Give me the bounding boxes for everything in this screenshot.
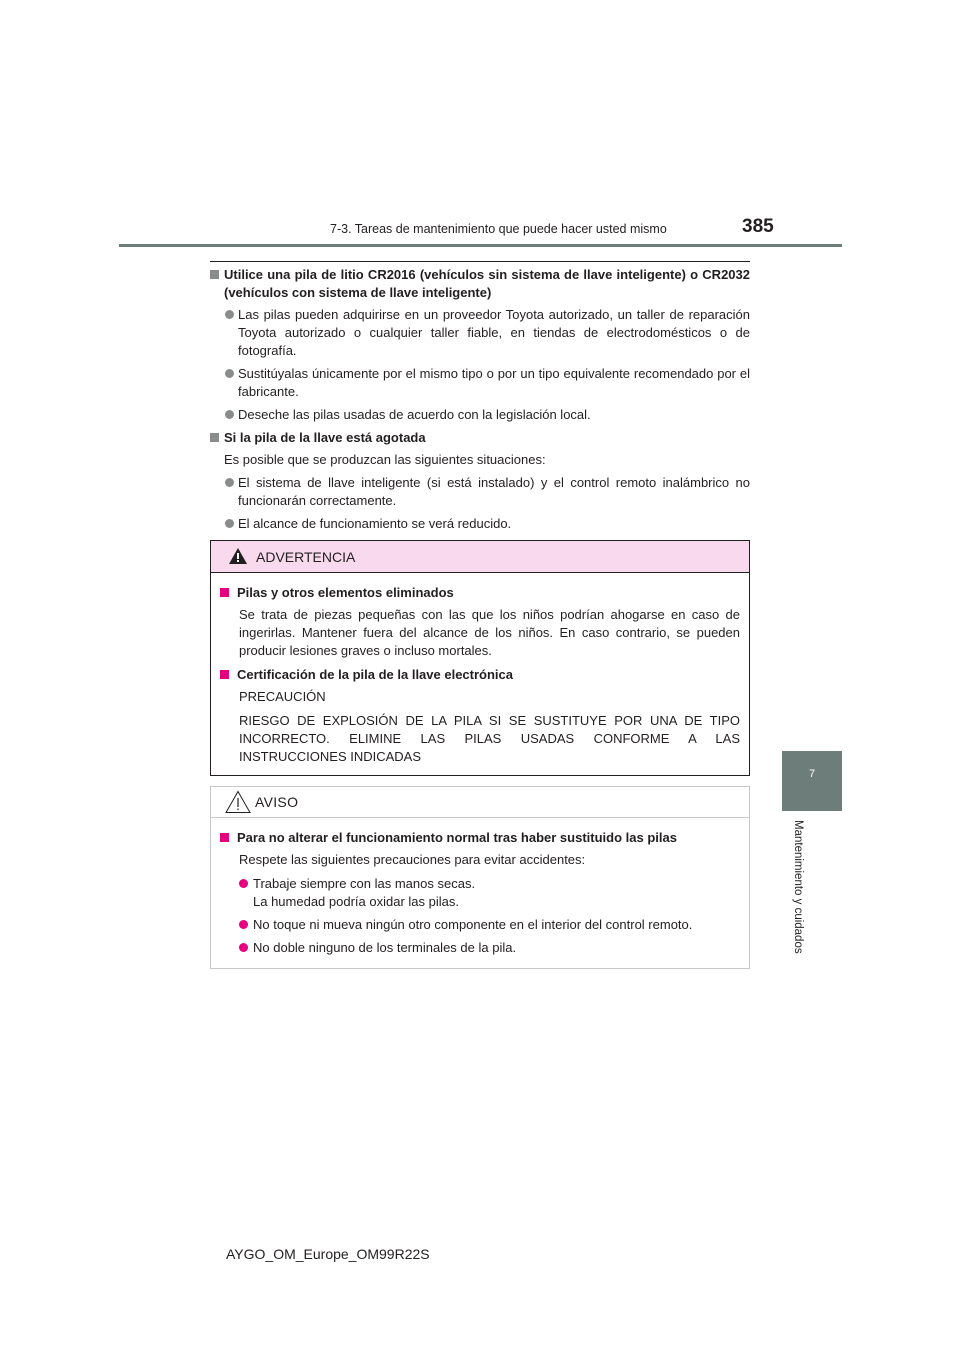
warning-body <box>211 573 749 766</box>
notice-intro: Respete las siguientes precauciones para evitar accidentes: <box>239 852 586 867</box>
square-bullet-icon <box>220 588 229 597</box>
list-item: Trabaje siempre con las manos secas. La humedad podría oxidar las pilas. <box>220 875 740 911</box>
warning-box <box>210 540 750 776</box>
square-bullet-icon <box>210 270 219 279</box>
square-bullet-icon <box>210 433 219 442</box>
list-item: Deseche las pilas usadas de acuerdo con la legislación local. <box>210 406 750 424</box>
round-bullet-icon <box>225 369 234 378</box>
notice-body <box>211 818 749 957</box>
notice-header <box>211 787 749 818</box>
square-bullet-icon <box>220 833 229 842</box>
main-content <box>210 266 750 538</box>
document-code: AYGO_OM_Europe_OM99R22S <box>226 1246 430 1262</box>
chapter-label: Mantenimiento y cuidados <box>792 820 804 954</box>
header-rule <box>119 244 842 247</box>
warning-heading: Certificación de la pila de la llave electrónica <box>220 666 740 684</box>
notice-title: AVISO <box>255 794 299 810</box>
content-top-rule <box>210 261 750 262</box>
section-intro: Es posible que se produzcan las siguientes situaciones: <box>224 452 546 467</box>
warning-paragraph: Se trata de piezas pequeñas con las que los niños podrían ahogarse en caso de ingerirlas. Mantener fuera del alcance de los niños. En caso contrario, se pueden producir lesiones graves o incluso mortales. <box>239 607 740 658</box>
warning-triangle-icon <box>228 547 248 565</box>
round-bullet-icon <box>225 310 234 319</box>
list-item: No toque ni mueva ningún otro componente en el interior del control remoto. <box>220 916 740 934</box>
round-bullet-icon <box>225 519 234 528</box>
round-bullet-icon <box>239 943 248 952</box>
chapter-number: 7 <box>808 768 816 780</box>
notice-heading: Para no alterar el funcionamiento normal tras haber sustituido las pilas <box>220 829 740 847</box>
warning-header <box>211 541 749 573</box>
warning-heading: Pilas y otros elementos eliminados <box>220 584 740 602</box>
chapter-tab <box>782 751 842 811</box>
warning-paragraph: RIESGO DE EXPLOSIÓN DE LA PILA SI SE SUSTITUYE POR UNA DE TIPO INCORRECTO. ELIMINE LAS PILAS USADAS CONFORME A LAS INSTRUCCIONES INDICADAS <box>239 713 740 764</box>
round-bullet-icon <box>239 920 248 929</box>
warning-title: ADVERTENCIA <box>256 549 356 565</box>
list-item: El sistema de llave inteligente (si está instalado) y el control remoto inalámbrico no funcionarán correctamente. <box>210 474 750 510</box>
round-bullet-icon <box>239 879 248 888</box>
square-bullet-icon <box>220 670 229 679</box>
page-number: 385 <box>742 216 774 237</box>
list-item: No doble ninguno de los terminales de la pila. <box>220 939 740 957</box>
section-heading: Si la pila de la llave está agotada <box>210 429 750 447</box>
round-bullet-icon <box>225 478 234 487</box>
caution-triangle-icon <box>225 790 251 814</box>
notice-box <box>210 786 750 969</box>
list-item: Las pilas pueden adquirirse en un proveedor Toyota autorizado, un taller de reparación Toyota autorizado o cualquier taller fiable, en tiendas de electrodomésticos o de fotografía. <box>210 306 750 360</box>
section-heading: Utilice una pila de litio CR2016 (vehículos sin sistema de llave inteligente) o CR2032 (vehículos con sistema de llave inteligente) <box>210 266 750 302</box>
list-item: Sustitúyalas únicamente por el mismo tipo o por un tipo equivalente recomendado por el fabricante. <box>210 365 750 401</box>
section-title: 7-3. Tareas de mantenimiento que puede hacer usted mismo <box>330 222 667 236</box>
list-item: El alcance de funcionamiento se verá reducido. <box>210 515 750 533</box>
warning-paragraph: PRECAUCIÓN <box>239 689 326 704</box>
round-bullet-icon <box>225 410 234 419</box>
